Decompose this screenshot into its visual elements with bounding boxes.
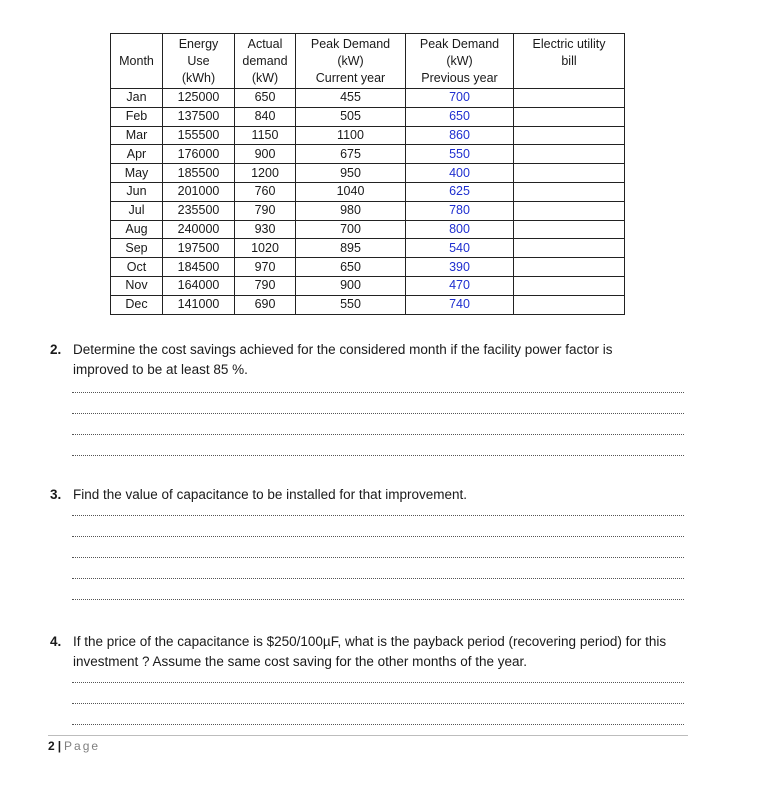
peak-current-cell: 675 bbox=[296, 145, 406, 164]
table-header-row bbox=[111, 34, 625, 89]
page-footer bbox=[48, 739, 100, 753]
actual-demand-cell: 900 bbox=[235, 145, 296, 164]
question-number: 4. bbox=[50, 634, 62, 649]
energy-table bbox=[110, 33, 625, 315]
answer-line[interactable] bbox=[72, 682, 684, 683]
peak-current-cell: 550 bbox=[296, 295, 406, 314]
table-row bbox=[111, 182, 625, 201]
energy-cell: 176000 bbox=[163, 145, 235, 164]
table-row bbox=[111, 126, 625, 145]
month-cell: May bbox=[111, 164, 163, 183]
table-row bbox=[111, 145, 625, 164]
bill-cell[interactable] bbox=[514, 107, 625, 126]
energy-cell: 235500 bbox=[163, 201, 235, 220]
footer-separator: | bbox=[57, 739, 63, 753]
question-3 bbox=[50, 485, 700, 505]
header-month: Month bbox=[111, 34, 163, 89]
table-row bbox=[111, 201, 625, 220]
table-body bbox=[111, 89, 625, 315]
answer-line[interactable] bbox=[72, 599, 684, 600]
bill-cell[interactable] bbox=[514, 145, 625, 164]
peak-previous-cell: 540 bbox=[406, 239, 514, 258]
table-row bbox=[111, 89, 625, 108]
energy-cell: 125000 bbox=[163, 89, 235, 108]
energy-cell: 184500 bbox=[163, 258, 235, 277]
header-actual-demand: Actual demand (kW) bbox=[235, 34, 296, 89]
peak-previous-cell: 390 bbox=[406, 258, 514, 277]
question-4 bbox=[50, 632, 700, 672]
month-cell: Sep bbox=[111, 239, 163, 258]
peak-previous-cell: 625 bbox=[406, 182, 514, 201]
table-row bbox=[111, 164, 625, 183]
header-peak-demand-previous: Peak Demand (kW) Previous year bbox=[406, 34, 514, 89]
month-cell: Mar bbox=[111, 126, 163, 145]
question-number: 3. bbox=[50, 487, 62, 502]
peak-previous-cell: 650 bbox=[406, 107, 514, 126]
table-row bbox=[111, 239, 625, 258]
month-cell: Nov bbox=[111, 276, 163, 295]
bill-cell[interactable] bbox=[514, 239, 625, 258]
bill-cell[interactable] bbox=[514, 182, 625, 201]
peak-current-cell: 1040 bbox=[296, 182, 406, 201]
peak-current-cell: 505 bbox=[296, 107, 406, 126]
peak-current-cell: 950 bbox=[296, 164, 406, 183]
energy-cell: 141000 bbox=[163, 295, 235, 314]
energy-cell: 201000 bbox=[163, 182, 235, 201]
energy-cell: 155500 bbox=[163, 126, 235, 145]
answer-line[interactable] bbox=[72, 703, 684, 704]
month-cell: Jan bbox=[111, 89, 163, 108]
month-cell: Aug bbox=[111, 220, 163, 239]
peak-previous-cell: 700 bbox=[406, 89, 514, 108]
table-row bbox=[111, 295, 625, 314]
table-row bbox=[111, 107, 625, 126]
answer-line[interactable] bbox=[72, 515, 684, 516]
actual-demand-cell: 690 bbox=[235, 295, 296, 314]
month-cell: Apr bbox=[111, 145, 163, 164]
question-2 bbox=[50, 340, 700, 380]
question-text: Find the value of capacitance to be installed for that improvement. bbox=[73, 487, 467, 502]
peak-current-cell: 895 bbox=[296, 239, 406, 258]
bill-cell[interactable] bbox=[514, 201, 625, 220]
actual-demand-cell: 1200 bbox=[235, 164, 296, 183]
peak-previous-cell: 400 bbox=[406, 164, 514, 183]
actual-demand-cell: 840 bbox=[235, 107, 296, 126]
actual-demand-cell: 760 bbox=[235, 182, 296, 201]
peak-current-cell: 1100 bbox=[296, 126, 406, 145]
answer-line[interactable] bbox=[72, 724, 684, 725]
peak-previous-cell: 550 bbox=[406, 145, 514, 164]
table-row bbox=[111, 220, 625, 239]
question-number: 2. bbox=[50, 342, 62, 357]
month-cell: Dec bbox=[111, 295, 163, 314]
month-cell: Oct bbox=[111, 258, 163, 277]
energy-cell: 164000 bbox=[163, 276, 235, 295]
energy-cell: 137500 bbox=[163, 107, 235, 126]
peak-current-cell: 700 bbox=[296, 220, 406, 239]
bill-cell[interactable] bbox=[514, 295, 625, 314]
header-peak-demand-current: Peak Demand (kW) Current year bbox=[296, 34, 406, 89]
actual-demand-cell: 1150 bbox=[235, 126, 296, 145]
peak-current-cell: 455 bbox=[296, 89, 406, 108]
month-cell: Jun bbox=[111, 182, 163, 201]
footer-divider bbox=[48, 735, 688, 736]
table-row bbox=[111, 258, 625, 277]
peak-previous-cell: 780 bbox=[406, 201, 514, 220]
actual-demand-cell: 1020 bbox=[235, 239, 296, 258]
actual-demand-cell: 970 bbox=[235, 258, 296, 277]
question-text-continued: improved to be at least 85 %. bbox=[73, 362, 248, 377]
bill-cell[interactable] bbox=[514, 126, 625, 145]
bill-cell[interactable] bbox=[514, 89, 625, 108]
peak-previous-cell: 470 bbox=[406, 276, 514, 295]
answer-line[interactable] bbox=[72, 434, 684, 435]
question-text: If the price of the capacitance is $250/100µF, what is the payback period (recovering period) for this bbox=[73, 634, 667, 649]
actual-demand-cell: 650 bbox=[235, 89, 296, 108]
question-text-continued: investment ? Assume the same cost saving for the other months of the year. bbox=[73, 654, 527, 669]
answer-line[interactable] bbox=[72, 392, 684, 393]
peak-current-cell: 980 bbox=[296, 201, 406, 220]
actual-demand-cell: 790 bbox=[235, 276, 296, 295]
answer-line[interactable] bbox=[72, 557, 684, 558]
answer-line[interactable] bbox=[72, 413, 684, 414]
peak-previous-cell: 860 bbox=[406, 126, 514, 145]
page-number: 2 bbox=[48, 739, 56, 753]
peak-previous-cell: 740 bbox=[406, 295, 514, 314]
answer-line[interactable] bbox=[72, 455, 684, 456]
actual-demand-cell: 790 bbox=[235, 201, 296, 220]
month-cell: Jul bbox=[111, 201, 163, 220]
bill-cell[interactable] bbox=[514, 164, 625, 183]
peak-previous-cell: 800 bbox=[406, 220, 514, 239]
peak-current-cell: 900 bbox=[296, 276, 406, 295]
question-text: Determine the cost savings achieved for the considered month if the facility power factor is bbox=[73, 342, 613, 357]
energy-cell: 185500 bbox=[163, 164, 235, 183]
answer-line[interactable] bbox=[72, 578, 684, 579]
actual-demand-cell: 930 bbox=[235, 220, 296, 239]
peak-current-cell: 650 bbox=[296, 258, 406, 277]
page-label: Page bbox=[64, 739, 101, 753]
bill-cell[interactable] bbox=[514, 276, 625, 295]
bill-cell[interactable] bbox=[514, 220, 625, 239]
header-electric-bill: Electric utility bill bbox=[514, 34, 625, 89]
energy-cell: 197500 bbox=[163, 239, 235, 258]
bill-cell[interactable] bbox=[514, 258, 625, 277]
month-cell: Feb bbox=[111, 107, 163, 126]
answer-line[interactable] bbox=[72, 536, 684, 537]
header-energy-use: Energy Use (kWh) bbox=[163, 34, 235, 89]
table-row bbox=[111, 276, 625, 295]
energy-cell: 240000 bbox=[163, 220, 235, 239]
